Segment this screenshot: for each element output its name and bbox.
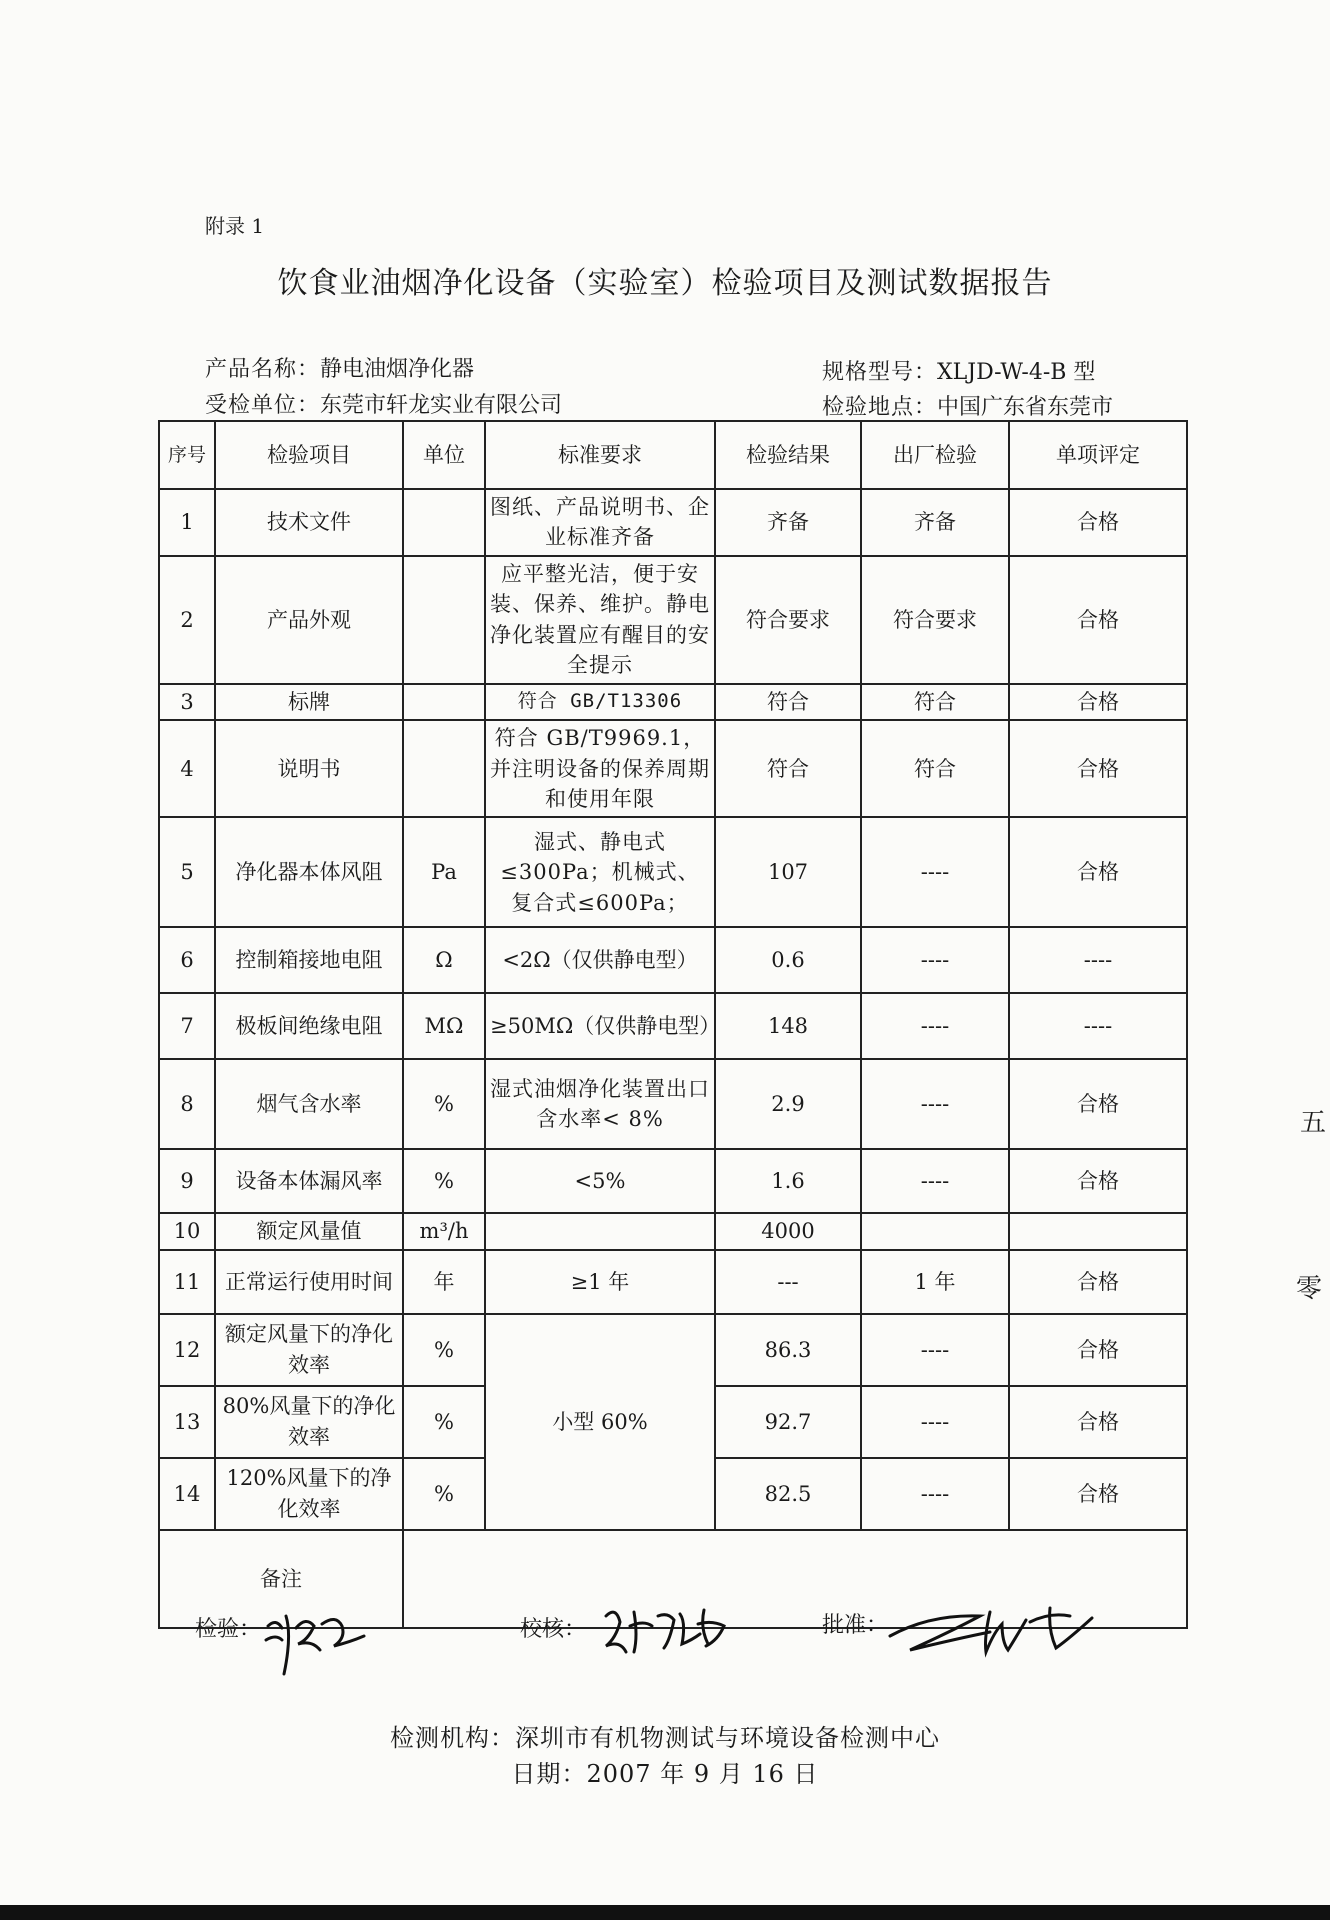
row-unit: m³/h	[403, 1213, 485, 1249]
row-item: 正常运行使用时间	[215, 1250, 403, 1314]
row-item: 技术文件	[215, 489, 403, 556]
appendix-label: 附录 1	[205, 214, 265, 238]
location-label: 检验地点：	[822, 395, 938, 420]
inspection-table	[158, 420, 1188, 1629]
table-row	[159, 489, 1187, 556]
row-item: 产品外观	[215, 556, 403, 684]
row-item: 额定风量下的净化效率	[215, 1314, 403, 1386]
table-row	[159, 684, 1187, 720]
table-row	[159, 817, 1187, 927]
row-factory: ----	[861, 927, 1009, 993]
row-standard: 湿式油烟净化装置出口含水率< 8%	[485, 1059, 715, 1149]
row-no: 9	[159, 1149, 215, 1213]
row-item: 净化器本体风阻	[215, 817, 403, 927]
row-factory: ----	[861, 1314, 1009, 1386]
row-result: 1.6	[715, 1149, 861, 1213]
row-unit	[403, 556, 485, 684]
row-rating: 合格	[1009, 1386, 1187, 1458]
row-unit: %	[403, 1149, 485, 1213]
row-factory: 符合要求	[861, 556, 1009, 684]
row-no: 5	[159, 817, 215, 927]
row-unit	[403, 720, 485, 817]
row-rating: 合格	[1009, 556, 1187, 684]
table-row	[159, 1149, 1187, 1213]
table-row	[159, 1059, 1187, 1149]
row-result: 4000	[715, 1213, 861, 1249]
row-factory: 符合	[861, 720, 1009, 817]
row-standard: 图纸、产品说明书、企业标准齐备	[485, 489, 715, 556]
row-item: 控制箱接地电阻	[215, 927, 403, 993]
remarks-label: 备注	[159, 1530, 403, 1628]
row-no: 10	[159, 1213, 215, 1249]
row-unit	[403, 489, 485, 556]
location-value: 中国广东省东莞市	[937, 395, 1114, 420]
row-rating: 合格	[1009, 1250, 1187, 1314]
row-rating: 合格	[1009, 684, 1187, 720]
row-rating: 合格	[1009, 1458, 1187, 1530]
client-value: 东莞市轩龙实业有限公司	[320, 393, 563, 418]
row-unit: %	[403, 1314, 485, 1386]
table-row	[159, 927, 1187, 993]
row-no: 6	[159, 927, 215, 993]
inspect-signature-block	[195, 1612, 261, 1643]
header-factory: 出厂检验	[861, 421, 1009, 489]
table-row	[159, 1250, 1187, 1314]
row-result: 86.3	[715, 1314, 861, 1386]
row-factory: 齐备	[861, 489, 1009, 556]
row-result: 107	[715, 817, 861, 927]
row-result: 148	[715, 993, 861, 1059]
location-line	[822, 390, 1113, 421]
row-factory: ----	[861, 1386, 1009, 1458]
row-standard: 应平整光洁，便于安装、保养、维护。静电净化装置应有醒目的安全提示	[485, 556, 715, 684]
row-item: 设备本体漏风率	[215, 1149, 403, 1213]
row-rating: 合格	[1009, 1149, 1187, 1213]
inspect-signature	[262, 1606, 372, 1678]
row-rating	[1009, 1213, 1187, 1249]
row-standard	[485, 1213, 715, 1249]
row-result: ---	[715, 1250, 861, 1314]
row-standard: 符合 GB/T9969.1，并注明设备的保养周期和使用年限	[485, 720, 715, 817]
row-no: 13	[159, 1386, 215, 1458]
row-result: 符合	[715, 684, 861, 720]
row-rating: ----	[1009, 993, 1187, 1059]
client-line	[205, 388, 562, 419]
header-result: 检验结果	[715, 421, 861, 489]
report-date: 日期：2007 年 9 月 16 日	[511, 1760, 819, 1788]
product-name-value: 静电油烟净化器	[320, 357, 475, 382]
row-item: 120%风量下的净化效率	[215, 1458, 403, 1530]
row-unit: %	[403, 1386, 485, 1458]
row-factory: ----	[861, 993, 1009, 1059]
scan-edge	[0, 1905, 1330, 1920]
margin-mark: 零	[1296, 1274, 1323, 1304]
row-standard-merged: 小型 60%	[485, 1314, 715, 1530]
row-factory	[861, 1213, 1009, 1249]
row-factory: ----	[861, 1059, 1009, 1149]
row-result: 符合	[715, 720, 861, 817]
row-standard: ≥1 年	[485, 1250, 715, 1314]
model-label: 规格型号：	[822, 360, 938, 385]
row-item: 烟气含水率	[215, 1059, 403, 1149]
inspect-label: 检验：	[195, 1617, 262, 1642]
row-no: 3	[159, 684, 215, 720]
row-standard: ≥50MΩ（仅供静电型）	[485, 993, 715, 1059]
row-standard: 湿式、静电式≤300Pa；机械式、复合式≤600Pa；	[485, 817, 715, 927]
row-unit: Ω	[403, 927, 485, 993]
table-row	[159, 993, 1187, 1059]
row-factory: 1 年	[861, 1250, 1009, 1314]
testing-agency: 检测机构：深圳市有机物测试与环境设备检测中心	[390, 1724, 940, 1752]
review-signature-block	[520, 1612, 586, 1643]
row-item: 额定风量值	[215, 1213, 403, 1249]
table-header-row	[159, 421, 1187, 489]
table-row	[159, 1314, 1187, 1386]
row-result: 齐备	[715, 489, 861, 556]
review-label: 校核：	[520, 1617, 587, 1642]
header-unit: 单位	[403, 421, 485, 489]
row-unit: 年	[403, 1250, 485, 1314]
row-unit: %	[403, 1458, 485, 1530]
header-standard: 标准要求	[485, 421, 715, 489]
row-rating: ----	[1009, 927, 1187, 993]
product-name-line	[205, 352, 474, 383]
row-standard: <5%	[485, 1149, 715, 1213]
row-result: 符合要求	[715, 556, 861, 684]
row-no: 14	[159, 1458, 215, 1530]
model-line	[822, 355, 1095, 386]
row-rating: 合格	[1009, 1059, 1187, 1149]
margin-mark: 五	[1300, 1108, 1327, 1138]
table-row	[159, 1213, 1187, 1249]
header-item: 检验项目	[215, 421, 403, 489]
row-item: 说明书	[215, 720, 403, 817]
row-item: 80%风量下的净化效率	[215, 1386, 403, 1458]
row-rating: 合格	[1009, 1314, 1187, 1386]
row-no: 4	[159, 720, 215, 817]
row-no: 2	[159, 556, 215, 684]
row-no: 1	[159, 489, 215, 556]
row-factory: 符合	[861, 684, 1009, 720]
row-result: 82.5	[715, 1458, 861, 1530]
approve-signature-block	[822, 1608, 888, 1639]
review-signature	[600, 1602, 740, 1662]
row-no: 7	[159, 993, 215, 1059]
row-unit: Pa	[403, 817, 485, 927]
row-unit	[403, 684, 485, 720]
row-result: 92.7	[715, 1386, 861, 1458]
report-title: 饮食业油烟净化设备（实验室）检验项目及测试数据报告	[277, 266, 1053, 301]
row-item: 标牌	[215, 684, 403, 720]
row-item: 极板间绝缘电阻	[215, 993, 403, 1059]
row-standard: 符合 GB/T13306	[485, 684, 715, 720]
row-unit: MΩ	[403, 993, 485, 1059]
header-rating: 单项评定	[1009, 421, 1187, 489]
row-factory: ----	[861, 817, 1009, 927]
header-seq: 序号	[159, 421, 215, 489]
row-no: 8	[159, 1059, 215, 1149]
product-name-label: 产品名称：	[205, 357, 321, 382]
row-no: 12	[159, 1314, 215, 1386]
table-row	[159, 720, 1187, 817]
client-label: 受检单位：	[205, 393, 321, 418]
row-result: 0.6	[715, 927, 861, 993]
row-unit: %	[403, 1059, 485, 1149]
row-factory: ----	[861, 1149, 1009, 1213]
row-rating: 合格	[1009, 817, 1187, 927]
approve-signature	[880, 1598, 1110, 1670]
approve-label: 批准：	[822, 1613, 889, 1638]
row-rating: 合格	[1009, 489, 1187, 556]
row-rating: 合格	[1009, 720, 1187, 817]
row-result: 2.9	[715, 1059, 861, 1149]
row-factory: ----	[861, 1458, 1009, 1530]
model-value: XLJD-W-4-B 型	[937, 360, 1096, 385]
row-standard: <2Ω（仅供静电型）	[485, 927, 715, 993]
table-row	[159, 556, 1187, 684]
row-no: 11	[159, 1250, 215, 1314]
